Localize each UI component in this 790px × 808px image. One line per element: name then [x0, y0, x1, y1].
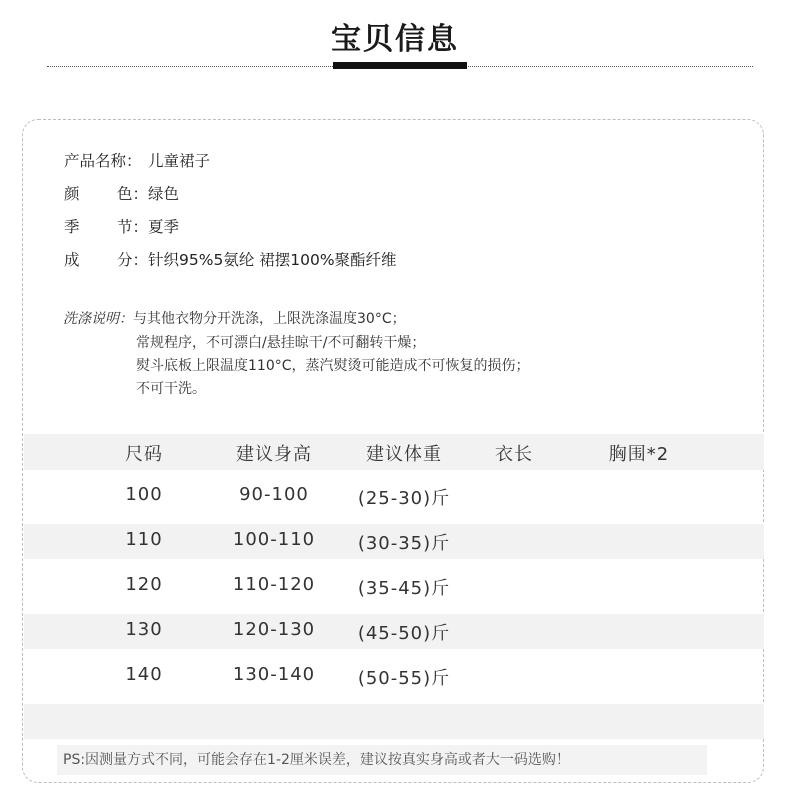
- table-cell: (45-50)斤: [357, 623, 451, 644]
- table-cell: 90-100: [239, 484, 309, 505]
- info-label: [64, 183, 148, 205]
- info-label-char: 分：: [116, 251, 148, 269]
- info-label: 产品名称：: [64, 152, 142, 170]
- column-header: 建议体重: [366, 444, 442, 465]
- care-text: 不可干洗。: [136, 381, 206, 397]
- table-cell: 130-140: [232, 664, 316, 685]
- info-label: [64, 249, 148, 271]
- info-row-season: [64, 216, 179, 238]
- info-row-name: [64, 150, 210, 172]
- table-cell: 120-130: [232, 619, 316, 640]
- care-text: 熨斗底板上限温度110°C，蒸汽熨烫可能造成不可恢复的损伤；: [136, 358, 530, 374]
- measurement-note: PS:因测量方式不同，可能会存在1-2厘米误差，建议按真实身高或者大一码选购！: [57, 745, 707, 775]
- table-cell: 100-110: [232, 529, 316, 550]
- table-cell: 110-120: [232, 574, 316, 595]
- info-value: 夏季: [148, 218, 180, 236]
- table-cell: 120: [125, 574, 163, 595]
- table-cell: (25-30)斤: [357, 488, 451, 509]
- care-first-line: [63, 308, 406, 328]
- table-cell: 130: [125, 619, 163, 640]
- table-cell: 140: [125, 664, 163, 685]
- table-row-bg: [24, 704, 764, 739]
- info-row-color: [64, 183, 179, 205]
- page-title: 宝贝信息: [331, 22, 459, 57]
- table-cell: (50-55)斤: [357, 668, 451, 689]
- info-label-char: 节：: [116, 218, 148, 236]
- table-cell: 100: [125, 484, 163, 505]
- column-header: 尺码: [125, 444, 163, 465]
- column-header: 衣长: [495, 444, 533, 465]
- table-cell: (35-45)斤: [357, 578, 451, 599]
- info-label: [64, 216, 148, 238]
- column-header: 胸围*2: [608, 444, 670, 465]
- info-row-material: [64, 249, 397, 271]
- column-header: 建议身高: [236, 444, 312, 465]
- info-value: 针织95%5氨纶 裙摆100%聚酯纤维: [148, 251, 397, 269]
- info-label-char: 色：: [116, 185, 148, 203]
- header-underline-bar: [333, 62, 467, 69]
- table-cell: (30-35)斤: [357, 533, 451, 554]
- info-label-char: 颜: [64, 185, 80, 203]
- info-value: 绿色: [148, 185, 180, 203]
- info-label-char: 成: [64, 251, 80, 269]
- care-label: 洗涤说明：: [63, 311, 133, 327]
- info-label-char: 季: [64, 218, 80, 236]
- table-cell: 110: [125, 529, 163, 550]
- info-value: 儿童裙子: [148, 152, 211, 170]
- care-text: 常规程序，不可漂白/悬挂晾干/不可翻转干燥；: [136, 335, 426, 351]
- care-text: 与其他衣物分开洗涤，上限洗涤温度30°C；: [133, 311, 406, 327]
